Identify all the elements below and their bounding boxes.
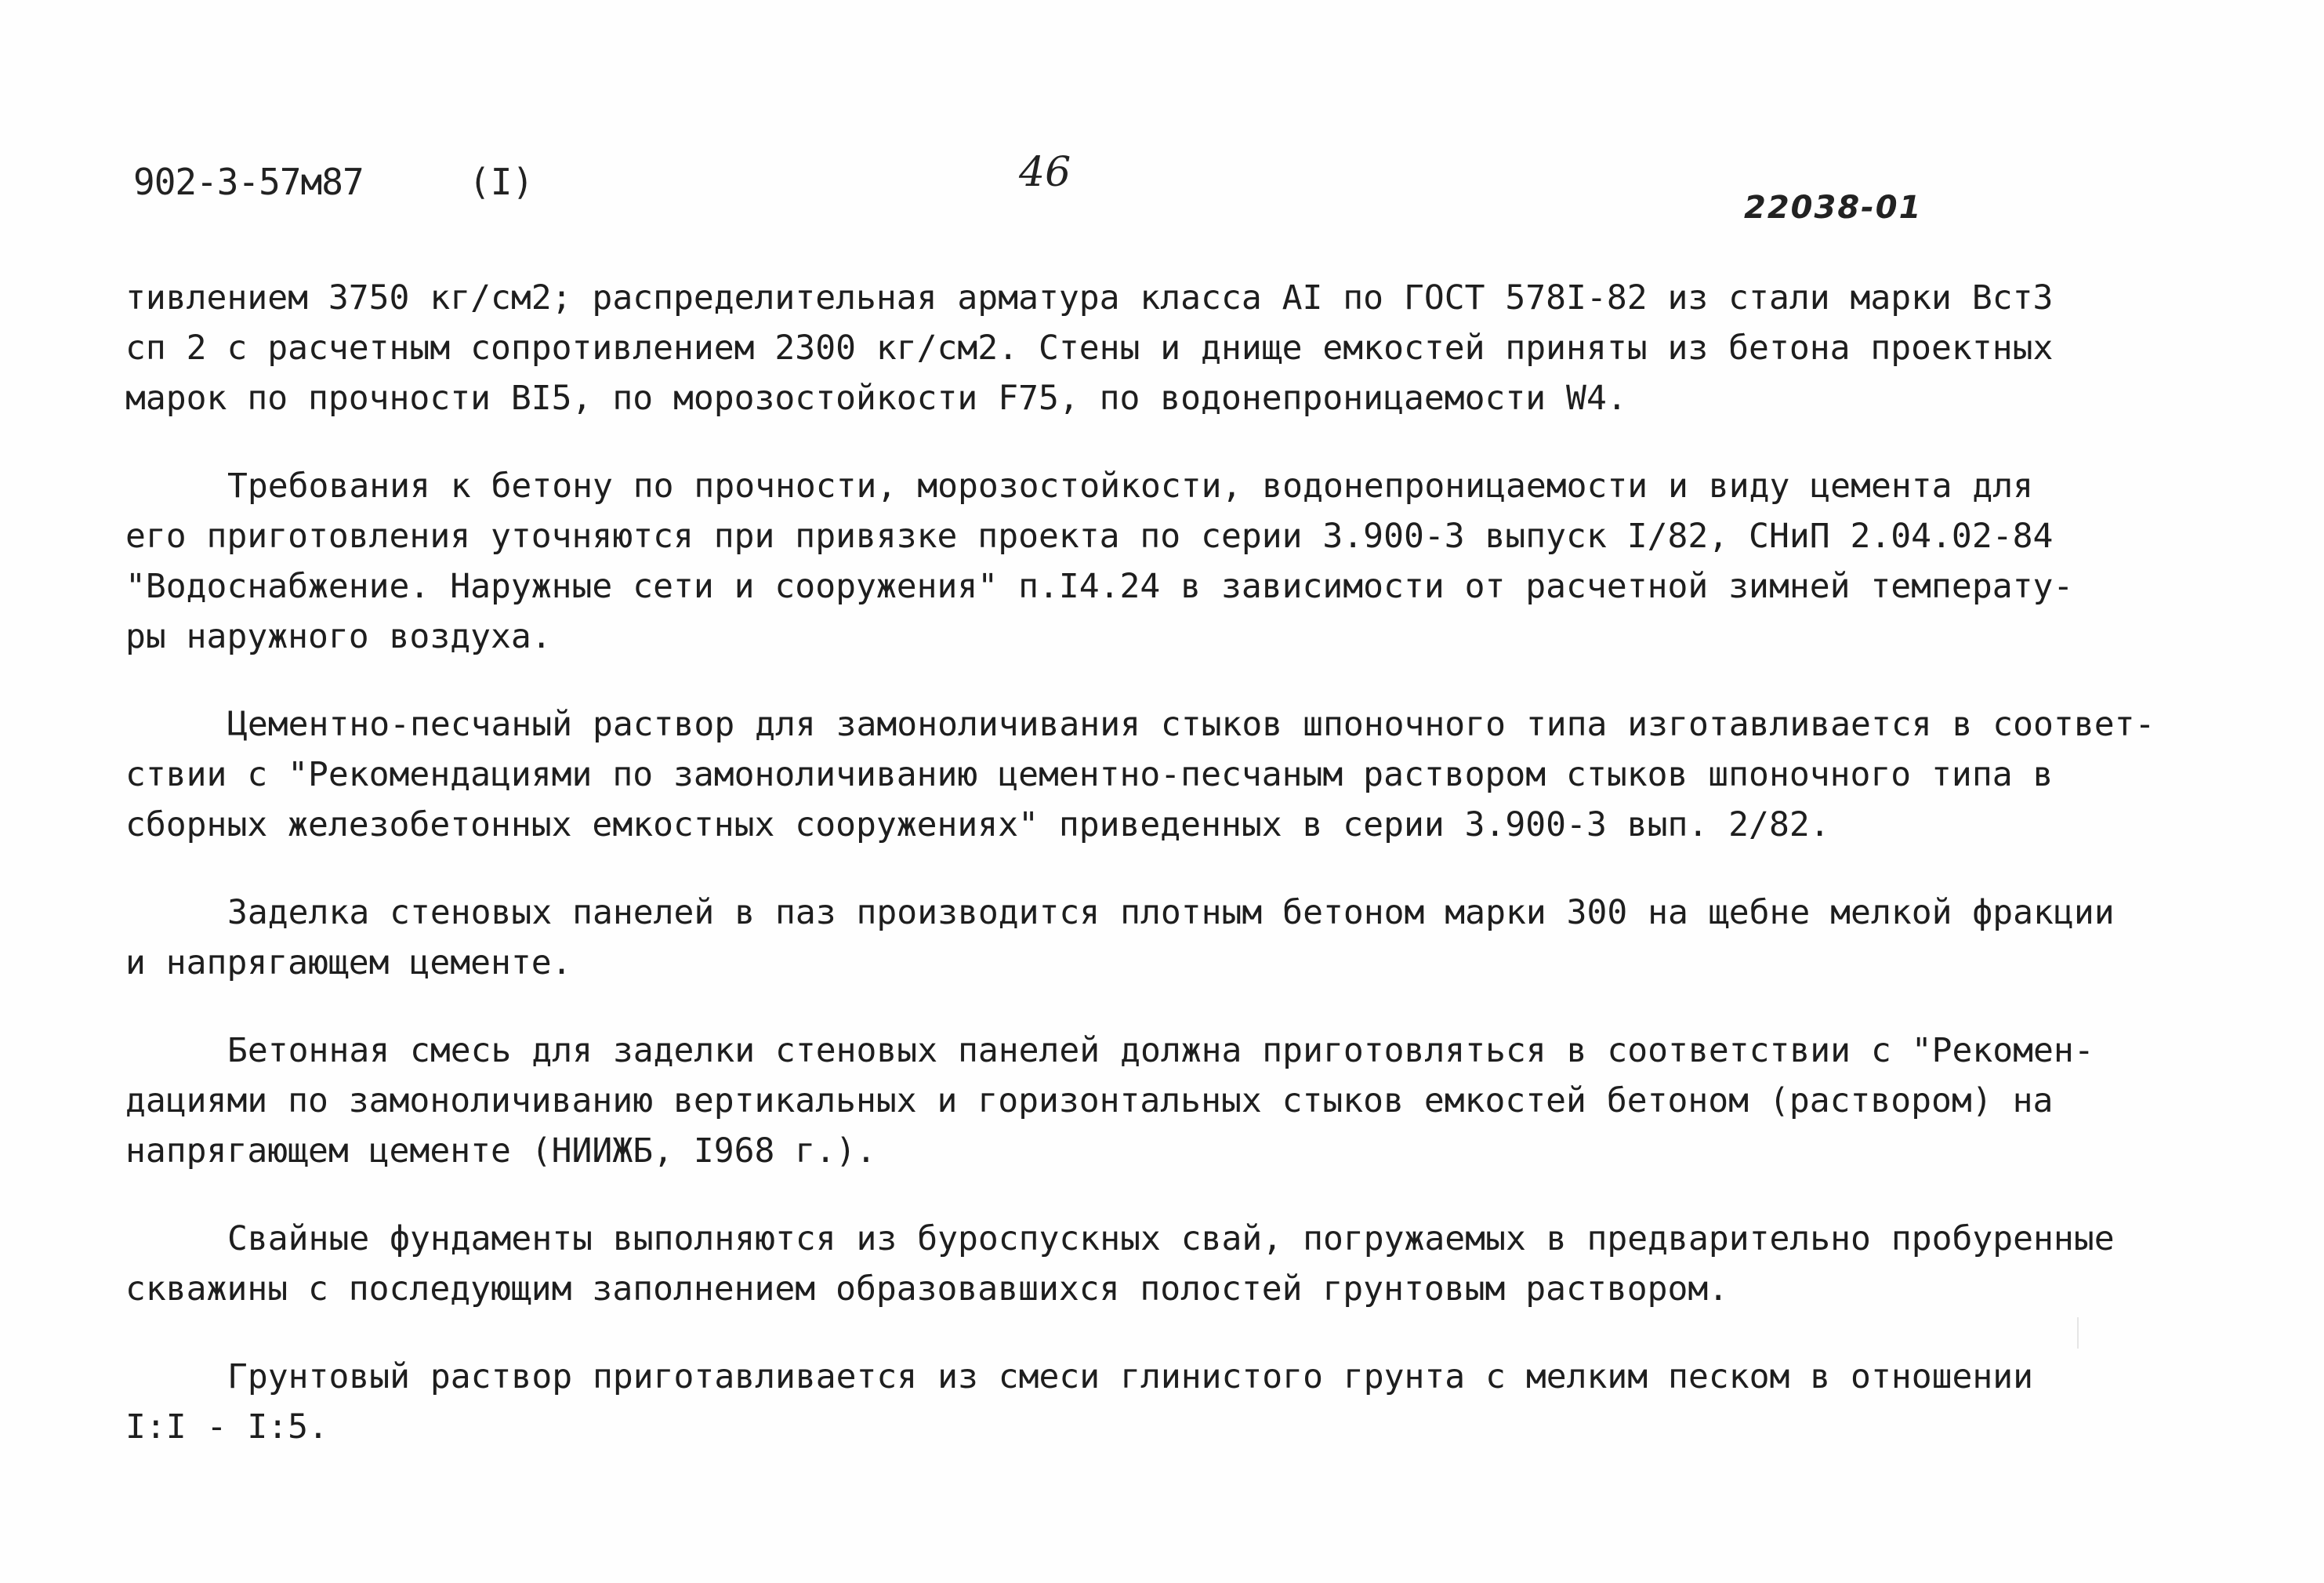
text-line: дациями по замоноличиванию вертикальных и горизонтальных стыков емкостей бетоном (раствором) на	[125, 1081, 2054, 1120]
document-part: (I)	[469, 161, 535, 203]
document-number: 902-3-57м87	[133, 161, 364, 203]
text-line: Грунтовый раствор приготавливается из смеси глинистого грунта с мелким песком в отношении	[227, 1357, 2034, 1396]
paragraph-concrete-requirements	[125, 461, 2203, 662]
text-line: Цементно-песчаный раствор для замоноличивания стыков шпоночного типа изготавливается в соответ-	[227, 705, 2155, 744]
text-line: марок по прочности ВI5, по морозостойкости F75, по водонепроницаемости W4.	[125, 379, 1627, 418]
text-line: и напрягающем цементе.	[125, 943, 572, 982]
text-line: "Водоснабжение. Наружные сети и сооружения" п.I4.24 в зависимости от расчетной зимней температу-	[125, 567, 2074, 606]
paragraph-pile-foundations	[125, 1214, 2203, 1314]
text-line: скважины с последующим заполнением образовавшихся полостей грунтовым раствором.	[125, 1269, 1729, 1309]
text-line: сп 2 с расчетным сопротивлением 2300 кг/см2. Стены и днище емкостей приняты из бетона проектных	[125, 329, 2054, 368]
paragraph-panel-sealing	[125, 888, 2203, 988]
text-line: сборных железобетонных емкостных сооружениях" приведенных в серии 3.900-3 вып. 2/82.	[125, 805, 1830, 844]
text-line: I:I - I:5.	[125, 1407, 328, 1447]
text-line: тивлением 3750 кг/см2; распределительная арматура класса АI по ГОСТ 578I-82 из стали марки ВстЗ	[125, 278, 2054, 318]
paragraph-reinforcement	[125, 273, 2203, 423]
scan-mark	[2077, 1317, 2079, 1349]
text-line: его приготовления уточняются при привязке проекта по серии 3.900-3 выпуск I/82, СНиП 2.04.02-84	[125, 517, 2054, 556]
paragraph-soil-mortar	[125, 1352, 2203, 1452]
paragraph-cement-sand-mortar	[125, 699, 2203, 850]
archive-code: 22038-01	[1744, 190, 1923, 226]
text-line: ствии с "Рекомендациями по замоноличиванию цементно-песчаным раствором стыков шпоночного типа в	[125, 755, 2054, 794]
text-line: Заделка стеновых панелей в паз производится плотным бетоном марки 300 на щебне мелкой фракции	[227, 893, 2115, 932]
page-number: 46	[1019, 149, 1071, 196]
text-line: напрягающем цементе (НИИЖБ, I968 г.).	[125, 1131, 876, 1171]
text-line: Требования к бетону по прочности, морозостойкости, водонепроницаемости и виду цемента для	[227, 467, 2034, 506]
document-body	[125, 273, 2203, 1490]
paragraph-concrete-mix	[125, 1026, 2203, 1176]
text-line: Свайные фундаменты выполняются из буроспускных свай, погружаемых в предварительно пробуренные	[227, 1219, 2115, 1258]
text-line: Бетонная смесь для заделки стеновых панелей должна приготовляться в соответствии с "Рекомен-	[227, 1031, 2094, 1070]
text-line: ры наружного воздуха.	[125, 617, 552, 656]
